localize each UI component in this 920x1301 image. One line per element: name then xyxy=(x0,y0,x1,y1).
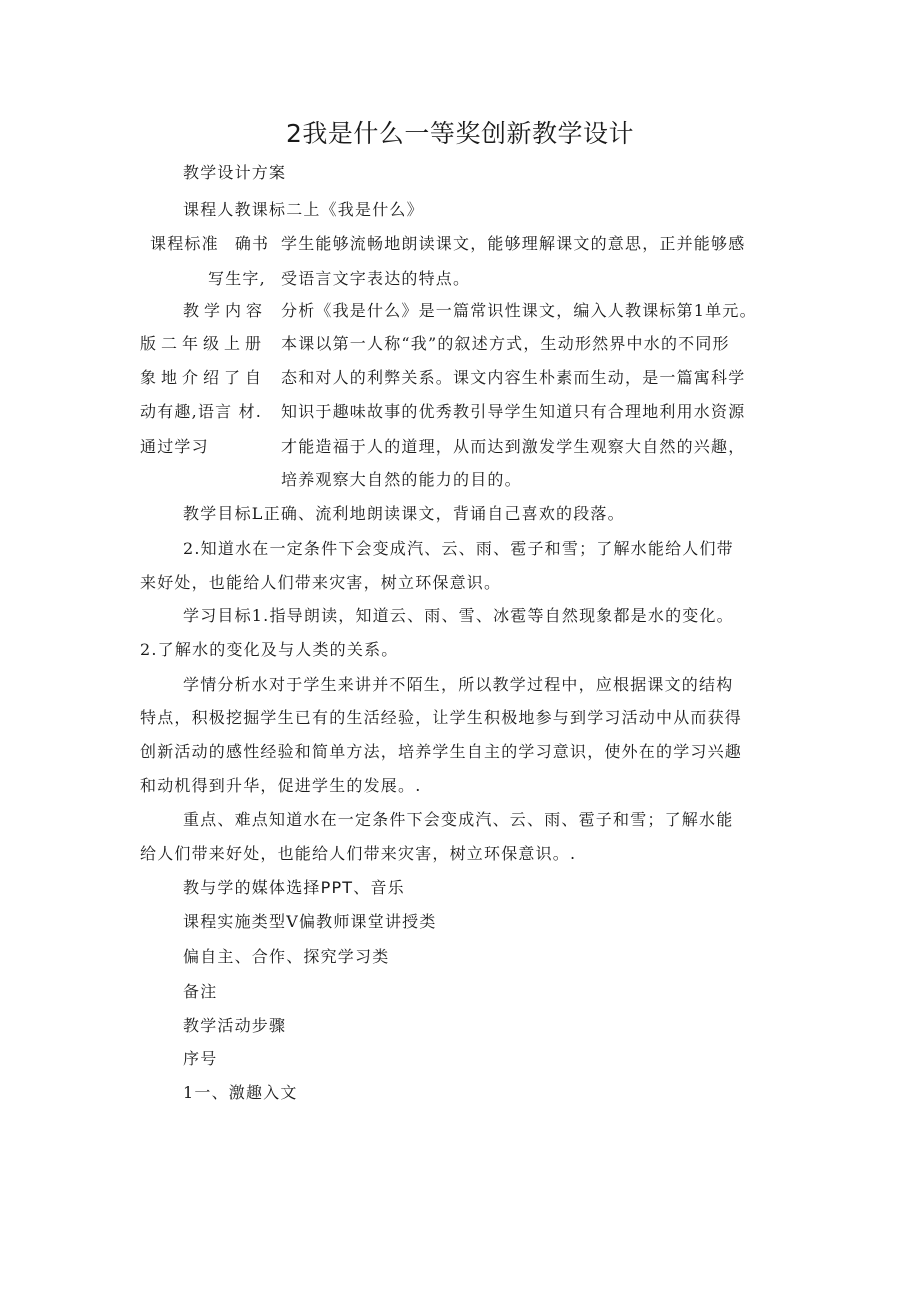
learning-goals-line2: 2.了解水的变化及与人类的关系。 xyxy=(140,640,399,659)
goals-line2: 2.知道水在一定条件下会变成汽、云、雨、雹子和雪；了解水能给人们带 xyxy=(183,539,734,558)
content-right-line6: 培养观察大自然的能力的目的。 xyxy=(281,470,522,489)
media-suffix: 、音乐 xyxy=(353,878,405,897)
media-ppt: PPT xyxy=(320,878,354,897)
analysis-line3: 创新活动的感性经验和简单方法，培养学生自主的学习意识，使外在的学习兴趣 xyxy=(140,742,743,761)
learning-goals-line1: 学习目标1.指导朗读，知道云、雨、雪、冰雹等自然现象都是水的变化。 xyxy=(183,606,734,625)
course-line: 课程人教课标二上《我是什么》 xyxy=(183,200,424,219)
goals-line1: 教学目标L正确、流利地朗读课文，背诵自己喜欢的段落。 xyxy=(183,504,625,523)
content-left-line3: 象地介绍了自 xyxy=(140,368,267,387)
standard-label-part1: 课程标准 xyxy=(150,234,219,253)
goals-line3: 来好处，也能给人们带来灾害，树立环保意识。 xyxy=(140,573,502,592)
content-left-line1: 教学内容 xyxy=(183,301,268,320)
standard-text-line1: 学生能够流畅地朗读课文，能够理解课文的意思，正并能够感 xyxy=(281,234,746,253)
activity-steps-label: 教学活动步骤 xyxy=(183,1016,287,1035)
content-right-line3: 态和对人的利弊关系。课文内容生朴素而生动，是一篇寓科学 xyxy=(281,368,746,387)
content-right-line5: 才能造福于人的道理，从而达到激发学生观察大自然的兴趣， xyxy=(281,437,746,456)
step-one: 1一、激趣入文 xyxy=(183,1083,298,1102)
keypoints-line1: 重点、难点知道水在一定条件下会变成汽、云、雨、雹子和雪；了解水能 xyxy=(183,810,734,829)
analysis-line4: 和动机得到升华，促进学生的发展。. xyxy=(140,776,422,795)
content-right-line1: 分析《我是什么》是一篇常识性课文，编入人教课标第1单元。 xyxy=(281,301,757,320)
content-left-line4: 动有趣,语言 材. xyxy=(140,402,263,421)
content-left-line2: 版二年级上册 xyxy=(140,334,267,353)
keypoints-line2: 给人们带来好处，也能给人们带来灾害，树立环保意识。. xyxy=(140,844,577,863)
design-plan-heading: 教学设计方案 xyxy=(183,163,287,182)
analysis-line1: 学情分析水对于学生来讲并不陌生，所以教学过程中，应根据课文的结构 xyxy=(183,675,734,694)
standard-text-line2: 受语言文字表达的特点。 xyxy=(281,269,471,288)
content-left-line5: 通过学习 xyxy=(140,437,209,456)
standard-label xyxy=(150,233,269,255)
implementation-type: 课程实施类型V偏教师课堂讲授类 xyxy=(183,912,437,931)
standard-label-part3: 写生字, xyxy=(208,269,266,288)
analysis-line2: 特点，积极挖掘学生已有的生活经验，让学生积极地参与到学习活动中从而获得 xyxy=(140,708,743,727)
content-right-line4: 知识于趣味故事的优秀教引导学生知道只有合理地利用水资源 xyxy=(281,402,746,421)
media-prefix: 教与学的媒体选择 xyxy=(183,878,321,897)
page-title: 2我是什么一等奖创新教学设计 xyxy=(286,119,634,148)
media-line xyxy=(183,877,405,899)
learning-type: 偏自主、合作、探究学习类 xyxy=(183,947,390,966)
standard-label-part2: 确书 xyxy=(234,234,270,253)
remarks-label: 备注 xyxy=(183,982,218,1001)
content-right-line2: 本课以第一人称“我”的叙述方式，生动形然界中水的不同形 xyxy=(281,334,730,353)
sequence-label: 序号 xyxy=(183,1049,218,1068)
